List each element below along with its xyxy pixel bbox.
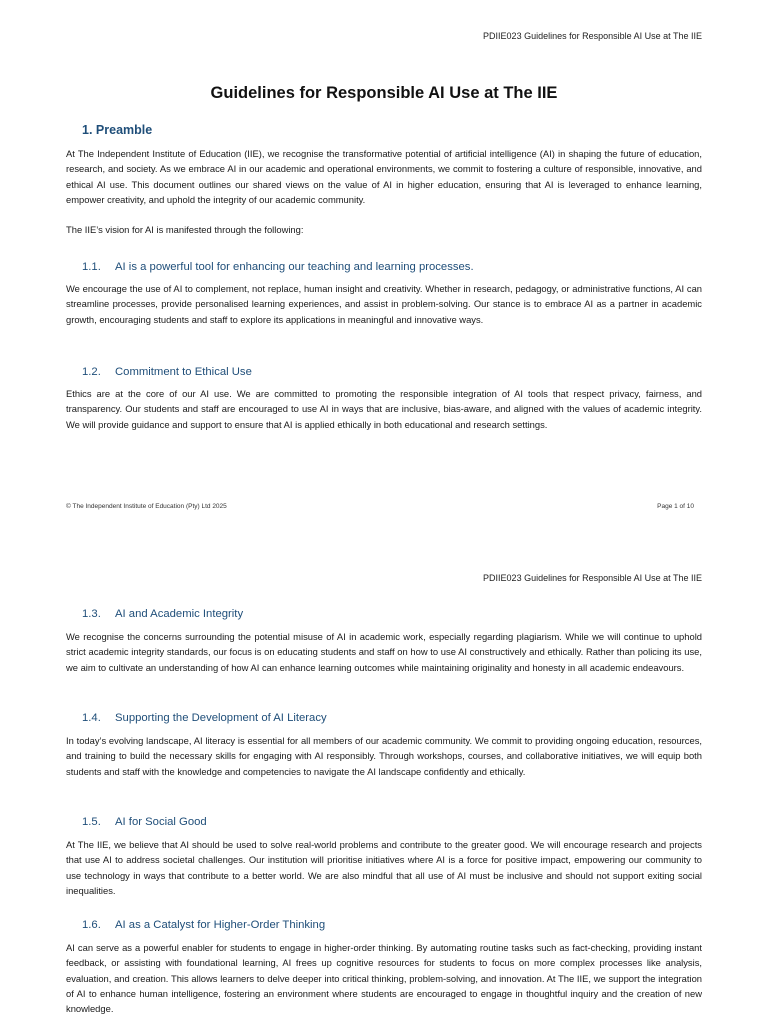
subsection-heading-1-6 [82,919,325,931]
subsection-title: Supporting the Development of AI Literacy [115,712,327,724]
subsection-heading-1-1 [82,261,474,273]
subsection-number: 1.5. [82,816,101,828]
preamble-paragraph: At The Independent Institute of Education (IIE), we recognise the transformative potential of artificial intelligence (AI) in shaping the future of education, research, and society. As we embrace AI in our academic and operational environments, we commit to fostering a culture of responsible, innovative, and ethical AI use. This document outlines our shared views on the value of AI in higher education, ensuring that AI is leveraged to enhance learning, empower creativity, and uphold the integrity of our academic community. [66,148,702,205]
subsection-heading-1-2 [82,366,252,378]
subsection-body-1-6: AI can serve as a powerful enabler for students to engage in higher-order thinking. By automating routine tasks such as fact-checking, providing instant feedback, or assisting with foundational learning, AI frees up cognitive resources for students to focus on more complex processes like analysis, evaluation, and creation. This allows learners to delve deeper into critical thinking, problem-solving, and innovation. At The IIE, we support the integration of AI to enhance human intelligence, fostering an environment where students are encouraged to engage in thoughtful inquiry and the creation of new knowledge. [66,942,702,1015]
subsection-heading-1-3 [82,608,243,620]
section-number: 1. [82,123,93,137]
subsection-number: 1.2. [82,366,101,378]
document-page-2 [0,540,768,1024]
subsection-number: 1.1. [82,261,101,273]
section-heading-preamble [82,123,152,137]
subsection-title: AI as a Catalyst for Higher-Order Thinking [115,919,326,931]
vision-paragraph: The IIE’s vision for AI is manifested through the following: [66,224,304,235]
page-header: PDIIE023 Guidelines for Responsible AI Use at The IIE [483,31,702,41]
footer-copyright: © The Independent Institute of Education (Pty) Ltd 2025 [66,503,227,510]
document-title: Guidelines for Responsible AI Use at The IIE [210,84,558,102]
subsection-body-1-4: In today’s evolving landscape, AI literacy is essential for all members of our academic community. We commit to providing ongoing education, resources, and training to build the necessary skills for engaging with AI responsibly. Through workshops, courses, and collaborative initiatives, we will equip both students and staff with the knowledge and competencies to navigate the AI landscape confidently and ethically. [66,735,702,777]
subsection-body-1-5: At The IIE, we believe that AI should be used to solve real-world problems and contribute to the greater good. We will encourage research and projects that use AI to address societal challenges. Our institution will prioritise initiatives where AI is a force for positive impact, empowering our community to use technology in ways that contribute to a better world. We are also mindful that all use of AI must be inclusive and should not support exiting social inequalities. [66,839,702,896]
subsection-heading-1-5 [82,816,207,828]
subsection-number: 1.3. [82,608,101,620]
subsection-title: AI and Academic Integrity [115,608,244,620]
footer-page-number: Page 1 of 10 [657,503,694,510]
subsection-body-1-1: We encourage the use of AI to complement, not replace, human insight and creativity. Whether in research, pedagogy, or administrative functions, AI can streamline processes, provide personalised learning experiences, and assist in problem-solving. Our stance is to embrace AI as a partner in academic growth, encouraging students and staff to explore its applications in meaningful and innovative ways. [66,283,702,325]
section-title: Preamble [95,123,153,137]
subsection-title: Commitment to Ethical Use [115,366,252,378]
subsection-title: AI for Social Good [115,816,207,828]
subsection-body-1-2: Ethics are at the core of our AI use. We are committed to promoting the responsible integration of AI tools that respect privacy, fairness, and transparency. Our students and staff are encouraged to use AI in ways that are inclusive, bias-aware, and aligned with the values of academic integrity. We will provide guidance and support to ensure that AI is applied ethically in both educational and research settings. [66,388,702,430]
subsection-number: 1.6. [82,919,101,931]
page-header: PDIIE023 Guidelines for Responsible AI Use at The IIE [483,573,702,583]
subsection-heading-1-4 [82,712,327,724]
subsection-number: 1.4. [82,712,101,724]
subsection-body-1-3: We recognise the concerns surrounding the potential misuse of AI in academic work, especially regarding plagiarism. While we will continue to uphold strict academic integrity standards, our focus is on educating students and staff on how to use AI constructively and ethically. Rather than policing its use, we aim to cultivate an understanding of how AI can enhance learning outcomes while maintaining originality and honesty in all academic endeavours. [66,631,702,673]
subsection-title: AI is a powerful tool for enhancing our teaching and learning processes. [115,261,474,273]
